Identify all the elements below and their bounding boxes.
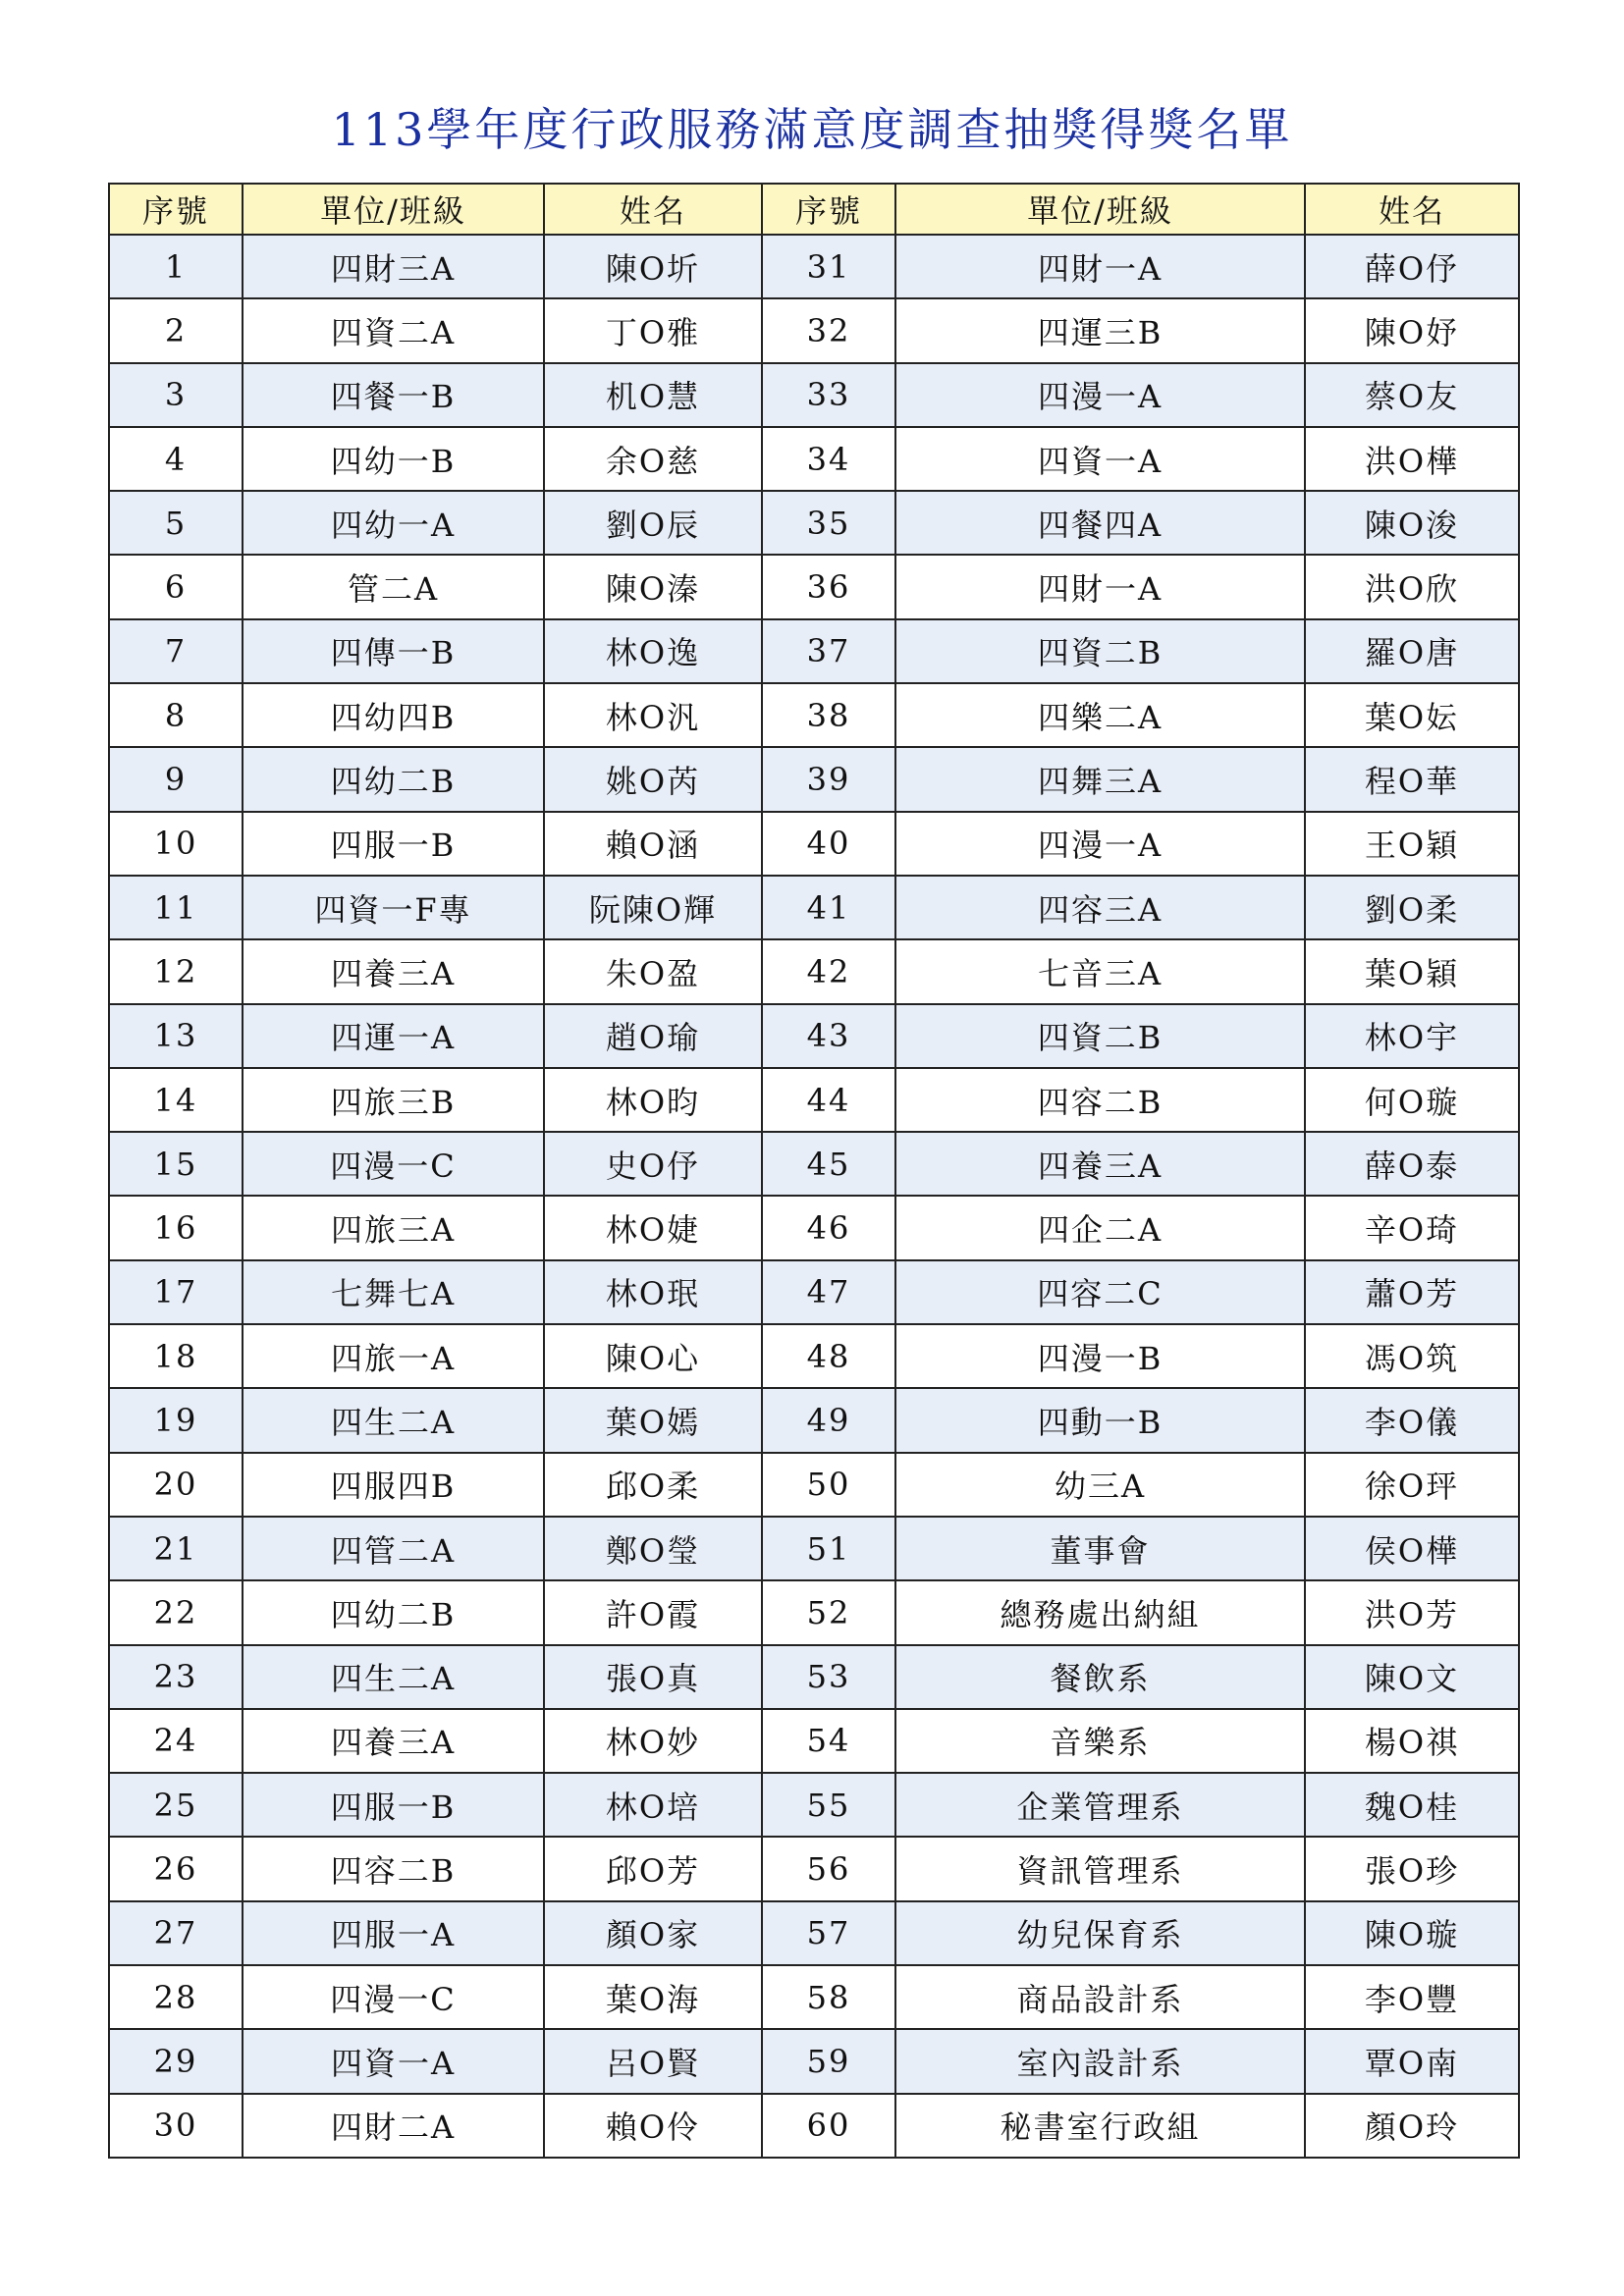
row-unit-cell: 四漫一C	[243, 1965, 544, 2029]
row-number-cell: 44	[762, 1068, 895, 1132]
table-row	[109, 2094, 1519, 2158]
row-name-cell: 葉O妘	[1305, 683, 1519, 747]
row-unit-cell: 四財一A	[895, 235, 1305, 298]
row-name-cell: 林O宇	[1305, 1004, 1519, 1068]
row-name-cell: 顏O玲	[1305, 2094, 1519, 2158]
row-unit-cell: 四資一A	[895, 427, 1305, 491]
table-row	[109, 298, 1519, 362]
row-unit-cell: 企業管理系	[895, 1773, 1305, 1837]
row-number-cell: 14	[109, 1068, 243, 1132]
row-name-cell: 邱O柔	[544, 1453, 762, 1517]
row-name-cell: 姚O芮	[544, 747, 762, 811]
column-header-number: 序號	[762, 184, 895, 235]
row-unit-cell: 四運一A	[243, 1004, 544, 1068]
row-number-cell: 45	[762, 1132, 895, 1196]
row-name-cell: 林O妙	[544, 1709, 762, 1773]
row-unit-cell: 四服四B	[243, 1453, 544, 1517]
row-number-cell: 19	[109, 1388, 243, 1452]
row-number-cell: 12	[109, 939, 243, 1003]
row-name-cell: 張O真	[544, 1645, 762, 1709]
row-name-cell: 楊O祺	[1305, 1709, 1519, 1773]
row-unit-cell: 四資一A	[243, 2029, 544, 2093]
row-number-cell: 8	[109, 683, 243, 747]
row-name-cell: 李O豐	[1305, 1965, 1519, 2029]
row-unit-cell: 四管二A	[243, 1517, 544, 1580]
row-name-cell: 朱O盈	[544, 939, 762, 1003]
row-name-cell: 呂O賢	[544, 2029, 762, 2093]
row-name-cell: 丁O雅	[544, 298, 762, 362]
winners-table	[108, 183, 1520, 2159]
row-number-cell: 41	[762, 876, 895, 939]
row-unit-cell: 四餐四A	[895, 491, 1305, 555]
row-unit-cell: 四企二A	[895, 1196, 1305, 1259]
row-number-cell: 56	[762, 1837, 895, 1900]
row-name-cell: 魏O桂	[1305, 1773, 1519, 1837]
row-unit-cell: 四服一B	[243, 812, 544, 876]
table-row	[109, 1004, 1519, 1068]
row-number-cell: 16	[109, 1196, 243, 1259]
row-name-cell: 阮陳O輝	[544, 876, 762, 939]
row-unit-cell: 四養三A	[243, 939, 544, 1003]
row-name-cell: 薛O伃	[1305, 235, 1519, 298]
row-number-cell: 34	[762, 427, 895, 491]
row-name-cell: 賴O伶	[544, 2094, 762, 2158]
row-name-cell: 陳O妤	[1305, 298, 1519, 362]
table-row	[109, 683, 1519, 747]
table-row	[109, 812, 1519, 876]
table-row	[109, 876, 1519, 939]
row-unit-cell: 四漫一C	[243, 1132, 544, 1196]
row-number-cell: 22	[109, 1580, 243, 1644]
row-name-cell: 洪O芳	[1305, 1580, 1519, 1644]
row-unit-cell: 四生二A	[243, 1388, 544, 1452]
row-number-cell: 46	[762, 1196, 895, 1259]
row-number-cell: 57	[762, 1901, 895, 1965]
row-number-cell: 3	[109, 363, 243, 427]
row-name-cell: 葉O海	[544, 1965, 762, 2029]
row-name-cell: 蕭O芳	[1305, 1260, 1519, 1324]
row-unit-cell: 四餐一B	[243, 363, 544, 427]
row-name-cell: 陳O浚	[1305, 491, 1519, 555]
row-name-cell: 林O逸	[544, 619, 762, 683]
row-number-cell: 55	[762, 1773, 895, 1837]
row-unit-cell: 四資一F專	[243, 876, 544, 939]
row-name-cell: 林O汎	[544, 683, 762, 747]
row-unit-cell: 四幼四B	[243, 683, 544, 747]
row-name-cell: 劉O柔	[1305, 876, 1519, 939]
table-body	[109, 235, 1519, 2158]
row-unit-cell: 四漫一B	[895, 1324, 1305, 1388]
row-number-cell: 30	[109, 2094, 243, 2158]
row-name-cell: 賴O涵	[544, 812, 762, 876]
row-name-cell: 邱O芳	[544, 1837, 762, 1900]
table-row	[109, 1773, 1519, 1837]
row-number-cell: 53	[762, 1645, 895, 1709]
table-row	[109, 427, 1519, 491]
table-row	[109, 1901, 1519, 1965]
row-number-cell: 13	[109, 1004, 243, 1068]
column-header-name: 姓名	[544, 184, 762, 235]
table-row	[109, 1324, 1519, 1388]
row-name-cell: 林O培	[544, 1773, 762, 1837]
row-number-cell: 37	[762, 619, 895, 683]
table-row	[109, 1068, 1519, 1132]
row-unit-cell: 總務處出納組	[895, 1580, 1305, 1644]
row-unit-cell: 資訊管理系	[895, 1837, 1305, 1900]
table-row	[109, 555, 1519, 618]
row-name-cell: 覃O南	[1305, 2029, 1519, 2093]
row-unit-cell: 四養三A	[243, 1709, 544, 1773]
row-unit-cell: 四幼二B	[243, 1580, 544, 1644]
row-unit-cell: 管二A	[243, 555, 544, 618]
row-unit-cell: 董事會	[895, 1517, 1305, 1580]
row-unit-cell: 四養三A	[895, 1132, 1305, 1196]
row-unit-cell: 幼三A	[895, 1453, 1305, 1517]
row-unit-cell: 四旅三A	[243, 1196, 544, 1259]
row-number-cell: 9	[109, 747, 243, 811]
table-row	[109, 363, 1519, 427]
row-unit-cell: 四漫一A	[895, 363, 1305, 427]
row-name-cell: 洪O樺	[1305, 427, 1519, 491]
row-unit-cell: 四幼二B	[243, 747, 544, 811]
row-number-cell: 36	[762, 555, 895, 618]
row-name-cell: 鄭O瑩	[544, 1517, 762, 1580]
row-name-cell: 劉O辰	[544, 491, 762, 555]
table-row	[109, 235, 1519, 298]
row-name-cell: 陳O心	[544, 1324, 762, 1388]
row-number-cell: 17	[109, 1260, 243, 1324]
row-unit-cell: 四運三B	[895, 298, 1305, 362]
row-number-cell: 27	[109, 1901, 243, 1965]
row-number-cell: 7	[109, 619, 243, 683]
row-number-cell: 48	[762, 1324, 895, 1388]
row-unit-cell: 四容二B	[895, 1068, 1305, 1132]
row-unit-cell: 四財一A	[895, 555, 1305, 618]
table-row	[109, 1645, 1519, 1709]
table-row	[109, 619, 1519, 683]
row-name-cell: 顏O家	[544, 1901, 762, 1965]
row-number-cell: 50	[762, 1453, 895, 1517]
row-name-cell: 史O伃	[544, 1132, 762, 1196]
row-number-cell: 23	[109, 1645, 243, 1709]
column-header-unit: 單位/班級	[895, 184, 1305, 235]
row-number-cell: 15	[109, 1132, 243, 1196]
row-unit-cell: 餐飲系	[895, 1645, 1305, 1709]
row-unit-cell: 四傳一B	[243, 619, 544, 683]
table-row	[109, 1260, 1519, 1324]
row-unit-cell: 四服一B	[243, 1773, 544, 1837]
row-unit-cell: 四服一A	[243, 1901, 544, 1965]
column-header-number: 序號	[109, 184, 243, 235]
table-header-row	[109, 184, 1519, 235]
row-name-cell: 机O慧	[544, 363, 762, 427]
row-unit-cell: 四容三A	[895, 876, 1305, 939]
row-unit-cell: 四資二A	[243, 298, 544, 362]
row-unit-cell: 四容二B	[243, 1837, 544, 1900]
row-unit-cell: 四旅一A	[243, 1324, 544, 1388]
table-row	[109, 1837, 1519, 1900]
row-unit-cell: 四漫一A	[895, 812, 1305, 876]
row-unit-cell: 四資二B	[895, 619, 1305, 683]
row-unit-cell: 四財三A	[243, 235, 544, 298]
row-unit-cell: 秘書室行政組	[895, 2094, 1305, 2158]
row-name-cell: 陳O文	[1305, 1645, 1519, 1709]
row-number-cell: 20	[109, 1453, 243, 1517]
row-unit-cell: 四幼一B	[243, 427, 544, 491]
row-number-cell: 40	[762, 812, 895, 876]
column-header-name: 姓名	[1305, 184, 1519, 235]
table-row	[109, 1196, 1519, 1259]
row-name-cell: 葉O穎	[1305, 939, 1519, 1003]
row-unit-cell: 四容二C	[895, 1260, 1305, 1324]
row-number-cell: 33	[762, 363, 895, 427]
row-name-cell: 余O慈	[544, 427, 762, 491]
row-unit-cell: 四動一B	[895, 1388, 1305, 1452]
row-number-cell: 58	[762, 1965, 895, 2029]
row-number-cell: 31	[762, 235, 895, 298]
row-number-cell: 28	[109, 1965, 243, 2029]
column-header-unit: 單位/班級	[243, 184, 544, 235]
row-number-cell: 59	[762, 2029, 895, 2093]
table-row	[109, 747, 1519, 811]
page-title: 113學年度行政服務滿意度調查抽獎得獎名單	[331, 103, 1293, 156]
row-number-cell: 39	[762, 747, 895, 811]
row-unit-cell: 幼兒保育系	[895, 1901, 1305, 1965]
row-unit-cell: 商品設計系	[895, 1965, 1305, 2029]
table-row	[109, 939, 1519, 1003]
row-number-cell: 42	[762, 939, 895, 1003]
row-number-cell: 6	[109, 555, 243, 618]
row-unit-cell: 室內設計系	[895, 2029, 1305, 2093]
row-number-cell: 18	[109, 1324, 243, 1388]
row-number-cell: 43	[762, 1004, 895, 1068]
row-unit-cell: 四生二A	[243, 1645, 544, 1709]
row-name-cell: 李O儀	[1305, 1388, 1519, 1452]
row-name-cell: 陳O圻	[544, 235, 762, 298]
table-row	[109, 2029, 1519, 2093]
row-name-cell: 侯O樺	[1305, 1517, 1519, 1580]
row-name-cell: 張O珍	[1305, 1837, 1519, 1900]
row-name-cell: 羅O唐	[1305, 619, 1519, 683]
row-name-cell: 林O昀	[544, 1068, 762, 1132]
row-number-cell: 47	[762, 1260, 895, 1324]
row-name-cell: 王O穎	[1305, 812, 1519, 876]
row-number-cell: 32	[762, 298, 895, 362]
row-number-cell: 21	[109, 1517, 243, 1580]
row-name-cell: 洪O欣	[1305, 555, 1519, 618]
table-row	[109, 1965, 1519, 2029]
row-number-cell: 25	[109, 1773, 243, 1837]
table-row	[109, 1388, 1519, 1452]
row-number-cell: 10	[109, 812, 243, 876]
row-name-cell: 薛O泰	[1305, 1132, 1519, 1196]
row-unit-cell: 四幼一A	[243, 491, 544, 555]
row-number-cell: 35	[762, 491, 895, 555]
row-name-cell: 程O華	[1305, 747, 1519, 811]
table-row	[109, 1132, 1519, 1196]
row-name-cell: 林O婕	[544, 1196, 762, 1259]
row-name-cell: 陳O璇	[1305, 1901, 1519, 1965]
row-name-cell: 徐O玶	[1305, 1453, 1519, 1517]
row-unit-cell: 四資二B	[895, 1004, 1305, 1068]
table-row	[109, 1709, 1519, 1773]
table-row	[109, 1453, 1519, 1517]
row-number-cell: 38	[762, 683, 895, 747]
row-name-cell: 葉O嫣	[544, 1388, 762, 1452]
row-unit-cell: 七音三A	[895, 939, 1305, 1003]
row-unit-cell: 四樂二A	[895, 683, 1305, 747]
row-number-cell: 5	[109, 491, 243, 555]
row-number-cell: 26	[109, 1837, 243, 1900]
row-number-cell: 49	[762, 1388, 895, 1452]
row-unit-cell: 四舞三A	[895, 747, 1305, 811]
row-name-cell: 林O珉	[544, 1260, 762, 1324]
row-name-cell: 許O霞	[544, 1580, 762, 1644]
row-name-cell: 辛O琦	[1305, 1196, 1519, 1259]
row-number-cell: 51	[762, 1517, 895, 1580]
row-unit-cell: 音樂系	[895, 1709, 1305, 1773]
row-name-cell: 陳O溱	[544, 555, 762, 618]
row-unit-cell: 七舞七A	[243, 1260, 544, 1324]
row-name-cell: 馮O筑	[1305, 1324, 1519, 1388]
row-number-cell: 52	[762, 1580, 895, 1644]
table-row	[109, 1580, 1519, 1644]
row-number-cell: 29	[109, 2029, 243, 2093]
row-number-cell: 2	[109, 298, 243, 362]
row-name-cell: 趙O瑜	[544, 1004, 762, 1068]
row-number-cell: 1	[109, 235, 243, 298]
table-row	[109, 491, 1519, 555]
row-number-cell: 60	[762, 2094, 895, 2158]
table-row	[109, 1517, 1519, 1580]
row-number-cell: 54	[762, 1709, 895, 1773]
row-unit-cell: 四旅三B	[243, 1068, 544, 1132]
row-number-cell: 11	[109, 876, 243, 939]
row-number-cell: 24	[109, 1709, 243, 1773]
row-name-cell: 何O璇	[1305, 1068, 1519, 1132]
row-number-cell: 4	[109, 427, 243, 491]
row-name-cell: 蔡O友	[1305, 363, 1519, 427]
row-unit-cell: 四財二A	[243, 2094, 544, 2158]
